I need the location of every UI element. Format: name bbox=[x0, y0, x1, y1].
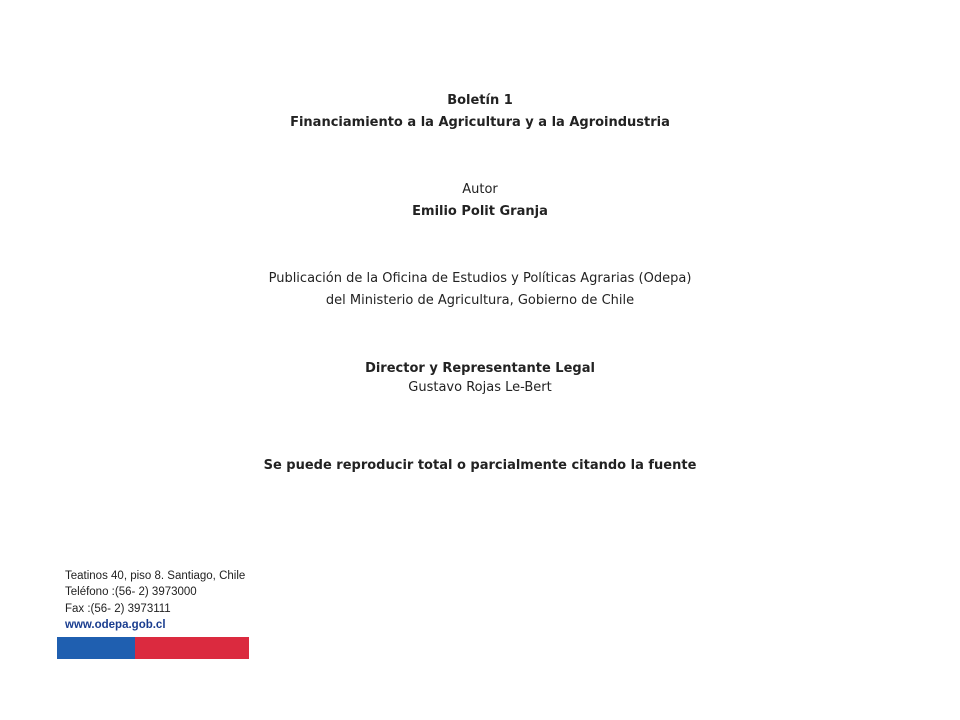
publication-line-1: Publicación de la Oficina de Estudios y Políticas Agrarias (Odepa) bbox=[268, 271, 692, 286]
author-label: Autor bbox=[462, 182, 498, 197]
author-section bbox=[0, 179, 960, 223]
publication-section bbox=[0, 268, 960, 312]
author-name: Emilio Polit Granja bbox=[412, 204, 548, 219]
flag-blue-segment bbox=[57, 637, 135, 659]
footer-website-link[interactable]: www.odepa.gob.cl bbox=[65, 618, 166, 631]
footer-fax: Fax :(56- 2) 3973111 bbox=[65, 602, 171, 615]
director-section bbox=[0, 359, 960, 397]
footer-phone: Teléfono :(56- 2) 3973000 bbox=[65, 586, 197, 599]
footer-address: Teatinos 40, piso 8. Santiago, Chile bbox=[65, 570, 246, 582]
publication-line-2: del Ministerio de Agricultura, Gobierno de Chile bbox=[325, 293, 635, 308]
bulletin-title: Financiamiento a la Agricultura y a la Agroindustria bbox=[290, 115, 670, 130]
contact-footer bbox=[65, 568, 245, 633]
flag-red-segment bbox=[135, 637, 249, 659]
director-role: Director y Representante Legal bbox=[365, 361, 595, 376]
bulletin-heading bbox=[0, 90, 960, 134]
reproduction-notice: Se puede reproducir total o parcialmente citando la fuente bbox=[263, 458, 697, 473]
flag-color-bar bbox=[57, 637, 249, 659]
director-name: Gustavo Rojas Le-Bert bbox=[408, 380, 552, 395]
bulletin-number: Boletín 1 bbox=[447, 93, 513, 108]
